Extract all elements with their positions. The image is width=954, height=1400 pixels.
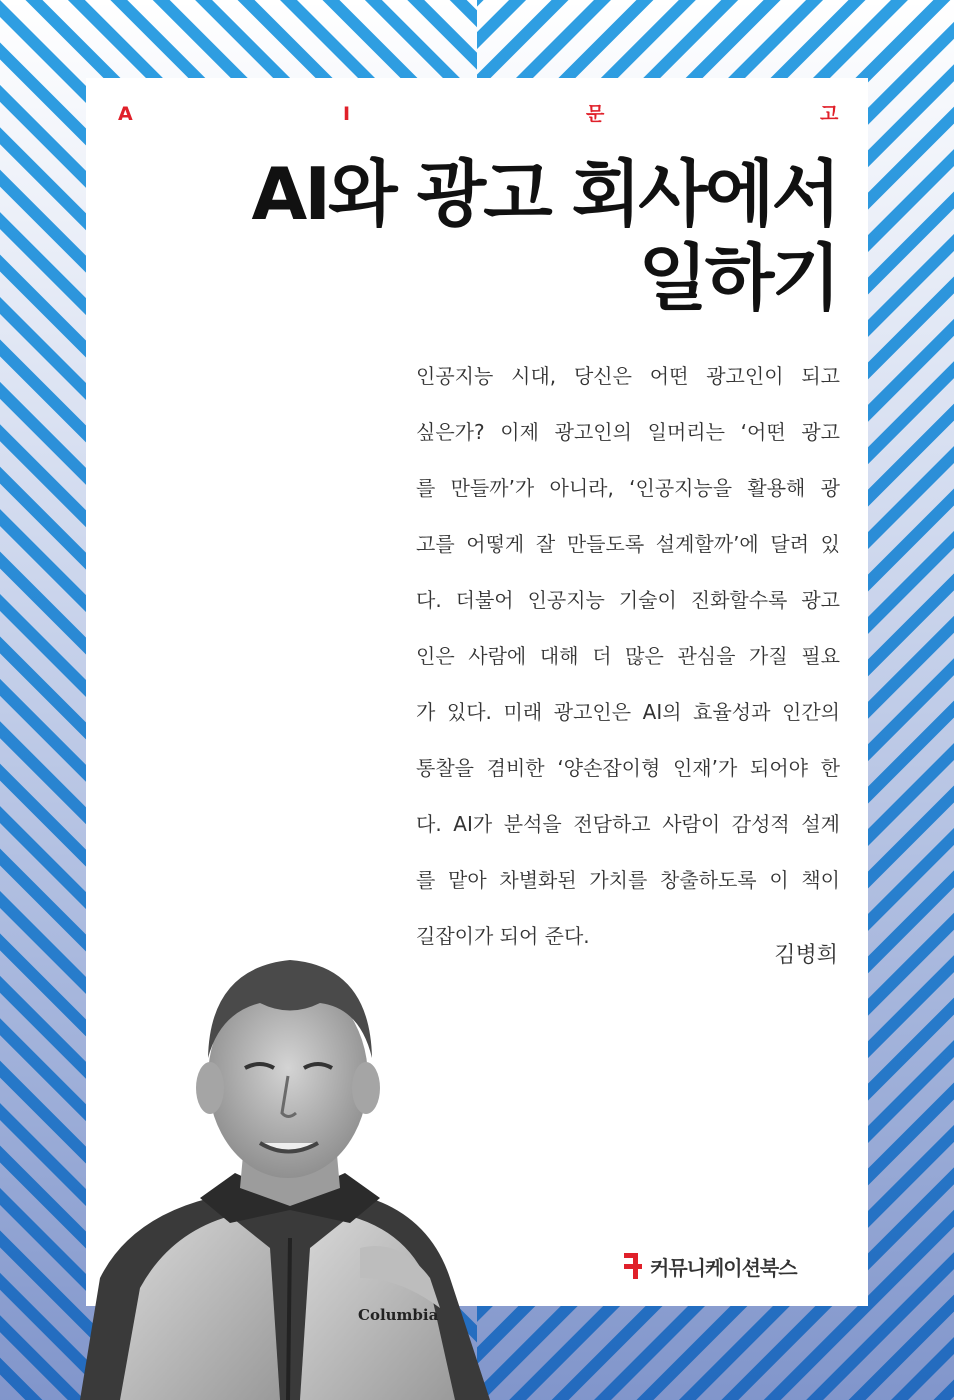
series-label xyxy=(118,100,838,128)
blurb-line: 통찰을 겸비한 ‘양손잡이형 인재’가 되어야 한 xyxy=(416,756,840,780)
series-letter: 문 xyxy=(586,103,605,125)
blurb-line: 다. 더불어 인공지능 기술이 진화할수록 광고 xyxy=(416,588,840,612)
series-letter: 고 xyxy=(820,103,839,125)
blurb-line: 인공지능 시대, 당신은 어떤 광고인이 되고 xyxy=(416,364,840,388)
publisher-logo xyxy=(624,1250,797,1282)
series-letter: I xyxy=(343,103,351,125)
blurb-line: 를 맡아 차별화된 가치를 창출하도록 이 책이 xyxy=(416,868,840,892)
blurb-text xyxy=(416,348,840,964)
blurb-line: 길잡이가 되어 준다. xyxy=(416,924,590,948)
blurb-line: 싶은가? 이제 광고인의 일머리는 ‘어떤 광고 xyxy=(416,420,840,444)
blurb-line: 다. AI가 분석을 전담하고 사람이 감성적 설계 xyxy=(416,812,840,836)
author-portrait xyxy=(60,948,500,1400)
blurb-line: 가 있다. 미래 광고인은 AI의 효율성과 인간의 xyxy=(416,700,840,724)
title-line: AI와 광고 회사에서 xyxy=(251,152,838,236)
series-letter: A xyxy=(118,103,133,125)
book-title xyxy=(158,152,838,320)
author-name: 김병희 xyxy=(774,943,838,968)
blurb-line: 고를 어떻게 잘 만들도록 설계할까’에 달려 있 xyxy=(416,532,840,556)
blurb-line: 를 만들까’가 아니라, ‘인공지능을 활용해 광 xyxy=(416,476,840,500)
blurb-line: 인은 사람에 대해 더 많은 관심을 가질 필요 xyxy=(416,644,840,668)
jacket-logo-text: Columbia xyxy=(358,1306,439,1324)
publisher-logo-icon xyxy=(624,1253,642,1279)
title-line: 일하기 xyxy=(638,236,838,320)
publisher-name: 커뮤니케이션북스 xyxy=(650,1255,797,1280)
